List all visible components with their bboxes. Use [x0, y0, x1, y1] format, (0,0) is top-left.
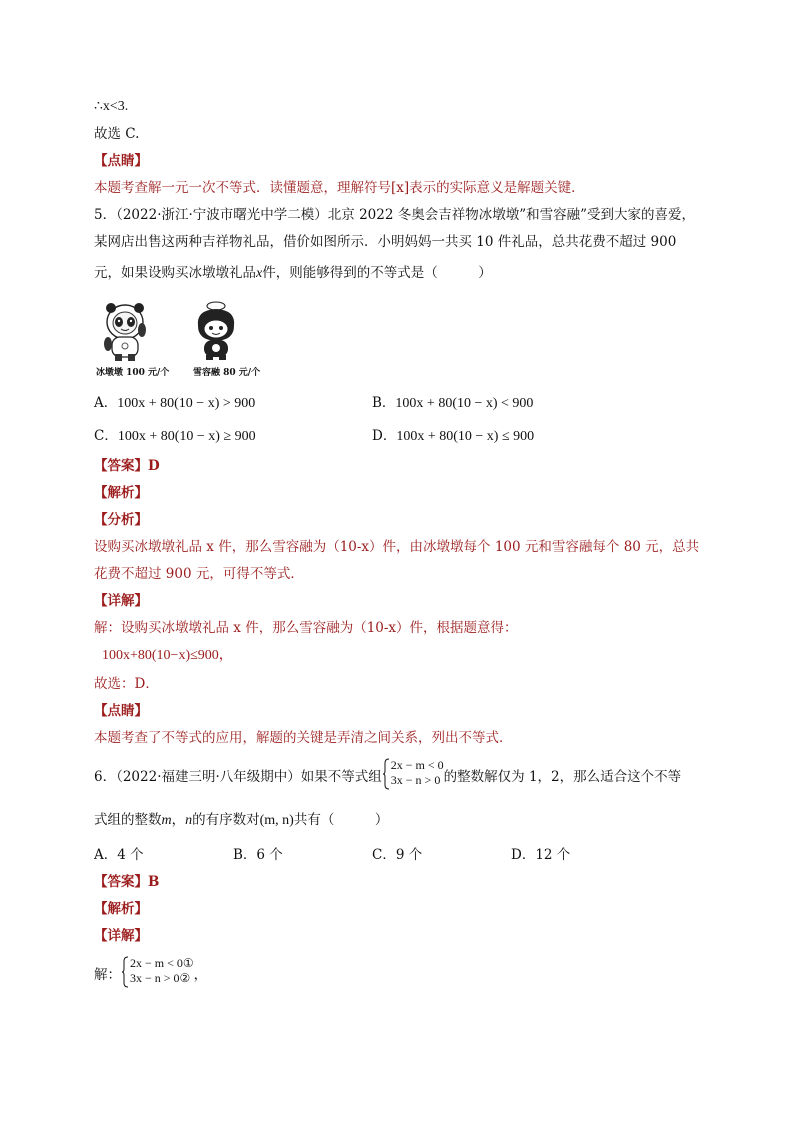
fenxi-5-line-1: 设购买冰墩墩礼品 x 件，那么雪容融为（10-x）件，由冰墩墩每个 100 元和雪容融每个 80 元，总共: [94, 539, 700, 555]
bingdwendwen-image: [100, 300, 150, 362]
q6-line-1: 6．（2022·福建三明·八年级期中）如果不等式组 2x − m < 0 3x − n > 0 的整数解仅为 1，2，那么适合这个不等: [94, 758, 681, 797]
xiangjie-5-line-2: 100x+80(10−x)≤900，: [102, 648, 233, 663]
left-brace-icon: [382, 758, 390, 790]
q6-option-c: C．9 个: [372, 847, 423, 863]
bingdwendwen-caption: 冰墩墩 100 元/个: [96, 368, 170, 378]
fenxi-5-line-2: 花费不超过 900 元，可得不等式．: [94, 566, 304, 582]
q6-line-2: 式组的整数m，n的有序数对(m, n)共有（ ）: [94, 812, 389, 828]
heading-dianjing-1: 【点睛】: [94, 153, 148, 169]
heading-jiexi-6: 【解析】: [94, 901, 148, 917]
inequality-system: 2x − m < 0 3x − n > 0: [382, 758, 444, 797]
heading-xiangjie-5: 【详解】: [94, 593, 148, 609]
xuerongrong-image: [192, 300, 240, 362]
heading-jiexi-5: 【解析】: [94, 485, 148, 501]
option-b: B．100x + 80(10 − x) < 900: [372, 395, 534, 411]
q5-line-2: 某网店出售这两种吉祥物礼品，借价如图所示．小明妈妈一共买 10 件礼品，总共花费不超过 900: [94, 234, 677, 250]
answer-5: 【答案】D: [94, 458, 160, 474]
answer-6: 【答案】B: [94, 874, 160, 890]
solution-inequality-system: 2x − m < 0① 3x − n > 0②: [121, 956, 194, 995]
heading-dianjing-5: 【点睛】: [94, 703, 148, 719]
xuerongrong-caption: 雪容融 80 元/个: [193, 368, 261, 378]
left-brace-icon: [121, 956, 129, 988]
option-c: C．100x + 80(10 − x) ≥ 900: [94, 428, 256, 444]
line-therefore: ∴x<3.: [94, 99, 129, 114]
option-a: A．100x + 80(10 − x) > 900: [94, 395, 256, 411]
line-choice: 故选 C.: [94, 126, 140, 142]
dianjing-5-text: 本题考查了不等式的应用，解题的关键是弄清之间关系，列出不等式．: [94, 730, 513, 746]
q6-option-d: D．12 个: [511, 847, 571, 863]
q6-option-a: A．4 个: [94, 847, 144, 863]
q6-option-b: B．6 个: [233, 847, 283, 863]
heading-xiangjie-6: 【详解】: [94, 928, 148, 944]
q5-line-3: 元，如果设购买冰墩墩礼品x件，则能够得到的不等式是（ ）: [94, 265, 492, 281]
xiangjie-5-line-1: 解：设购买冰墩墩礼品 x 件，那么雪容融为（10-x）件，根据题意得：: [94, 620, 518, 636]
xiangjie-5-line-3: 故选：D．: [94, 676, 159, 692]
heading-fenxi-5: 【分析】: [94, 512, 148, 528]
solution-6-system: 解： 2x − m < 0① 3x − n > 0② ，: [94, 956, 207, 995]
dianjing-text-1: 本题考查解一元一次不等式．读懂题意，理解符号[x]表示的实际意义是解题关键．: [94, 180, 585, 196]
option-d: D．100x + 80(10 − x) ≤ 900: [372, 428, 535, 444]
q5-line-1: 5．（2022·浙江·宁波市曙光中学二模）北京 2022 冬奥会吉祥物冰墩墩”和雪容融”受到大家的喜爱，: [94, 207, 696, 223]
